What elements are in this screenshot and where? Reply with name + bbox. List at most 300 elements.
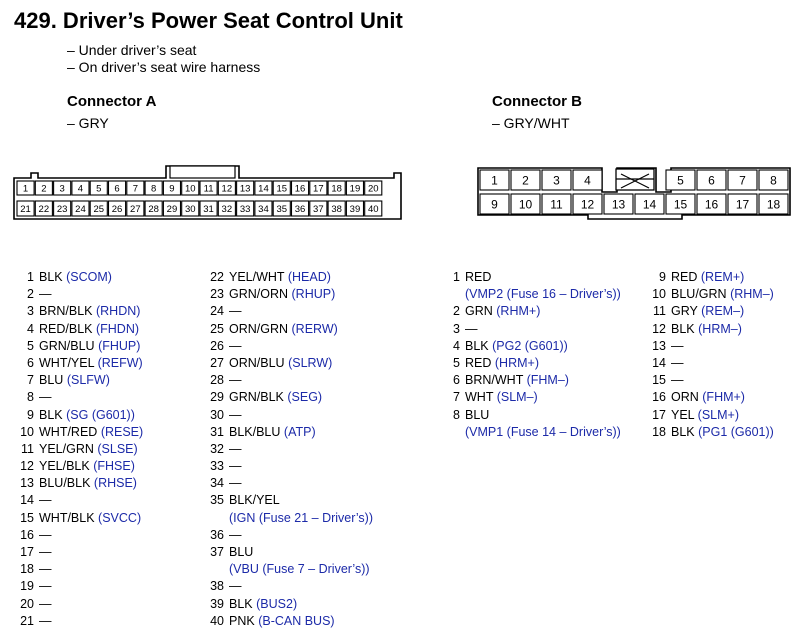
pin-row <box>198 596 373 613</box>
connector-a-cavity-26-label: 26 <box>111 203 123 215</box>
connector-b-cavity-17-label: 17 <box>735 197 750 212</box>
pin-wire-color: PNK <box>229 613 255 628</box>
pin-wire-color: BLK <box>465 338 489 353</box>
pin-number: 27 <box>210 355 224 370</box>
pin-row <box>8 441 143 458</box>
pin-signal: (B-CAN BUS) <box>258 613 335 628</box>
connector-a-cavity-4 <box>72 181 89 195</box>
pin-row <box>198 544 373 561</box>
connector-a-cavity-39 <box>346 201 363 216</box>
connector-b-cavity-13-label: 13 <box>611 197 626 212</box>
pin-number: 16 <box>652 390 666 405</box>
pin-wire-color: ORN <box>671 390 699 405</box>
connector-a-cavity-35-label: 35 <box>276 203 288 215</box>
connector-a-cavity-13-label: 13 <box>239 183 251 195</box>
pin-row <box>198 338 373 355</box>
pin-signal: (VMP2 (Fuse 16 – Driver’s)) <box>465 287 621 302</box>
connector-b-cavity-15 <box>666 194 695 214</box>
pin-signal: (SEG) <box>287 390 323 405</box>
pin-number: 17 <box>20 545 34 559</box>
pin-signal: (RHSE) <box>93 476 137 491</box>
pin-row <box>198 492 373 509</box>
connector-a-cavity-15-label: 15 <box>276 183 288 195</box>
pin-number: 18 <box>652 424 666 439</box>
connector-a-cavity-28-label: 28 <box>148 203 159 215</box>
connector-b-cavity-2 <box>511 170 540 190</box>
pin-row <box>648 372 774 389</box>
pin-row <box>8 561 143 578</box>
pin-row <box>648 303 774 320</box>
connector-a-cavity-1 <box>17 181 34 195</box>
connector-a-cavity-12 <box>218 181 235 195</box>
pin-signal: (SLM+) <box>697 407 739 422</box>
pin-row <box>8 303 143 320</box>
pin-number: 1 <box>27 270 34 284</box>
pin-row-continuation <box>440 424 621 441</box>
pin-number: 34 <box>210 476 224 491</box>
pin-row <box>198 424 373 441</box>
pin-signal: (IGN (Fuse 21 – Driver’s)) <box>229 510 374 525</box>
pin-signal: (FHM–) <box>526 373 569 388</box>
pin-signal: (HRM+) <box>494 355 539 370</box>
connector-a-cavity-38 <box>328 201 345 216</box>
pin-wire-color: — <box>229 441 242 456</box>
connector-a-cavity-24-label: 24 <box>75 203 86 215</box>
connector-a-cavity-31-label: 31 <box>203 203 214 215</box>
pin-wire-color: WHT <box>465 390 494 405</box>
connector-b-pinlist-2 <box>648 269 774 441</box>
connector-a-cavity-3-label: 3 <box>59 183 65 195</box>
connector-a-cavity-7-label: 7 <box>132 183 138 195</box>
connector-a-cavity-14 <box>255 181 272 195</box>
connector-a-cavity-1-label: 1 <box>22 183 29 195</box>
connector-a-cavity-36-label: 36 <box>294 203 306 215</box>
pin-number: 4 <box>453 338 460 353</box>
connector-a-cavity-33 <box>237 201 254 216</box>
pin-wire-color: GRN <box>465 304 493 319</box>
pin-wire-color: YEL/GRN <box>39 441 94 456</box>
pin-signal: (RHUP) <box>291 287 336 302</box>
pin-wire-color: BLU <box>39 373 64 388</box>
connector-a-cavity-4-label: 4 <box>77 183 84 195</box>
pin-wire-color: RED <box>465 270 492 284</box>
connector-b-cavity-9-label: 9 <box>491 197 498 212</box>
pin-row <box>440 321 621 338</box>
connector-a-cavity-23 <box>54 201 71 216</box>
pin-number: 9 <box>27 407 34 422</box>
connector-b-cavity-11-label: 11 <box>550 197 563 212</box>
connector-a-cavity-18 <box>328 181 345 195</box>
connector-a-cavity-16 <box>292 181 309 195</box>
pin-wire-color: ORN/GRN <box>229 321 289 336</box>
location-line-2: – On driver’s seat wire harness <box>67 59 261 75</box>
pin-wire-color: BLU <box>229 545 254 559</box>
pin-number: 31 <box>210 424 224 439</box>
connector-a-cavity-18-label: 18 <box>331 183 342 195</box>
pin-number: 32 <box>210 441 224 456</box>
pin-signal: (RERW) <box>291 321 338 336</box>
connector-a-cavity-35 <box>273 201 290 216</box>
pin-wire-color: BLK <box>671 424 695 439</box>
connector-b-cavity-4 <box>573 170 602 190</box>
pin-signal: (RESE) <box>100 424 144 439</box>
pin-wire-color: — <box>671 338 684 353</box>
connector-a-cavity-7 <box>127 181 144 195</box>
connector-a-cavity-11 <box>200 181 217 195</box>
pin-wire-color: — <box>39 596 52 611</box>
pin-number: 40 <box>210 613 224 628</box>
connector-b-cavity-18 <box>759 194 788 214</box>
connector-a-cavity-6-label: 6 <box>114 183 120 195</box>
connector-a-diagram <box>12 164 404 224</box>
pin-wire-color: — <box>229 579 242 594</box>
pin-row <box>8 596 143 613</box>
pin-row <box>440 389 621 406</box>
pin-row <box>8 510 143 527</box>
pin-row <box>198 475 373 492</box>
pin-number: 24 <box>210 304 224 319</box>
connector-a-cavity-20 <box>365 181 382 195</box>
connector-a-cavity-28 <box>145 201 162 216</box>
pin-row <box>198 441 373 458</box>
pin-number: 11 <box>653 304 666 319</box>
pin-number: 15 <box>652 373 666 388</box>
pin-row <box>8 424 143 441</box>
pin-wire-color: — <box>39 579 52 594</box>
pin-number: 20 <box>20 596 34 611</box>
pin-row <box>198 407 373 424</box>
pin-signal: (SLFW) <box>66 373 110 388</box>
pin-row <box>648 338 774 355</box>
connector-a-cavity-30-label: 30 <box>184 203 196 215</box>
connector-b-cavity-7-label: 7 <box>739 173 746 188</box>
pin-number: 5 <box>27 338 34 353</box>
pin-row <box>648 355 774 372</box>
pin-wire-color: BLU/GRN <box>671 287 727 302</box>
pin-signal: (RHM–) <box>730 287 774 302</box>
pin-number: 14 <box>652 355 666 370</box>
pin-wire-color: BLK <box>39 270 63 284</box>
connector-a-cavity-29 <box>163 201 180 216</box>
pin-number: 12 <box>652 321 666 336</box>
lock-tab <box>616 169 654 190</box>
pin-wire-color: — <box>229 338 242 353</box>
pin-number: 19 <box>20 579 34 594</box>
pin-wire-color: BLK/YEL <box>229 493 280 508</box>
connector-a-cavity-2-label: 2 <box>41 183 47 195</box>
pin-wire-color: — <box>229 459 242 474</box>
pin-row <box>198 372 373 389</box>
connector-a-cavity-32 <box>218 201 235 216</box>
pin-row <box>8 475 143 492</box>
pin-wire-color: GRN/BLK <box>229 390 284 405</box>
pin-row <box>8 578 143 595</box>
pin-wire-color: — <box>229 304 242 319</box>
connector-a-cavity-3 <box>54 181 71 195</box>
pin-wire-color: — <box>39 613 52 628</box>
pin-signal: (FHSE) <box>93 459 135 474</box>
connector-a-cavity-40-label: 40 <box>367 203 379 215</box>
pin-wire-color: — <box>229 527 242 542</box>
connector-a-cavity-15 <box>273 181 290 195</box>
connector-b-diagram <box>476 164 794 224</box>
pin-row-continuation <box>440 286 621 303</box>
connector-b-cavity-17 <box>728 194 757 214</box>
pin-row <box>198 578 373 595</box>
pin-row <box>648 321 774 338</box>
connector-b-cavity-2-label: 2 <box>522 173 529 188</box>
pin-row <box>8 527 143 544</box>
connector-a-cavity-36 <box>292 201 309 216</box>
pin-row <box>440 269 621 286</box>
connector-b-cavity-8-label: 8 <box>770 173 777 188</box>
connector-a-cavity-31 <box>200 201 217 216</box>
connector-b-cavity-1-label: 1 <box>491 173 498 188</box>
pin-number: 12 <box>20 459 34 474</box>
connector-a-cavity-19 <box>346 181 363 195</box>
pin-number: 29 <box>210 390 224 405</box>
connector-a-cavity-23-label: 23 <box>56 203 68 215</box>
pin-number: 22 <box>210 270 224 284</box>
pin-signal: (FHDN) <box>95 321 140 336</box>
pin-number: 33 <box>210 459 224 474</box>
pin-number: 17 <box>652 407 666 422</box>
pin-signal: (SLM–) <box>496 390 538 405</box>
pin-number: 28 <box>210 373 224 388</box>
pin-signal: (REM–) <box>701 304 745 319</box>
pin-row <box>8 286 143 303</box>
pin-signal: (PG2 (G601)) <box>492 338 568 353</box>
pin-number: 6 <box>27 355 34 370</box>
pin-wire-color: ORN/BLU <box>229 355 285 370</box>
connector-b-cavity-13 <box>604 194 633 214</box>
pin-row <box>198 458 373 475</box>
pin-signal: (FHM+) <box>702 390 745 405</box>
pin-row <box>648 424 774 441</box>
connector-b-cavity-18-label: 18 <box>766 197 781 212</box>
connector-b-cavity-10 <box>511 194 540 214</box>
pin-row <box>440 372 621 389</box>
connector-a-cavity-40 <box>365 201 382 216</box>
connector-a-cavity-24 <box>72 201 89 216</box>
connector-a-cavity-19-label: 19 <box>349 183 361 195</box>
pin-wire-color: — <box>39 545 52 559</box>
connector-a-cavity-6 <box>109 181 126 195</box>
pin-number: 10 <box>20 424 34 439</box>
pin-row <box>648 269 774 286</box>
pin-wire-color: GRY <box>671 304 698 319</box>
pin-number: 1 <box>453 270 460 284</box>
pin-wire-color: RED <box>465 355 492 370</box>
pin-signal: (VMP1 (Fuse 14 – Driver’s)) <box>465 424 621 439</box>
pin-row <box>198 527 373 544</box>
pin-wire-color: BLK <box>671 321 695 336</box>
connector-a-pinlist-1 <box>8 269 143 630</box>
pin-row <box>198 269 373 286</box>
connector-a-cavity-33-label: 33 <box>239 203 251 215</box>
pin-number: 26 <box>210 338 224 353</box>
pin-number: 23 <box>210 287 224 302</box>
connector-b-cavity-5 <box>666 170 695 190</box>
pin-signal: (RHM+) <box>496 304 541 319</box>
pin-row-continuation <box>198 561 373 578</box>
connector-b-cavity-5-label: 5 <box>677 173 684 188</box>
pin-row <box>198 321 373 338</box>
pin-number: 13 <box>652 338 666 353</box>
pin-row <box>8 389 143 406</box>
pin-number: 8 <box>27 390 34 405</box>
pin-signal: (VBU (Fuse 7 – Driver’s)) <box>229 562 370 577</box>
connector-a-title: Connector A <box>67 93 157 110</box>
connector-b-cavity-3-label: 3 <box>553 173 560 188</box>
pin-row <box>440 407 621 424</box>
pin-row <box>198 303 373 320</box>
pin-number: 18 <box>20 562 34 577</box>
pin-number: 13 <box>20 476 34 491</box>
connector-b-cavity-16-label: 16 <box>704 197 719 212</box>
pin-signal: (RHDN) <box>95 304 141 319</box>
pin-signal: (PG1 (G601)) <box>698 424 774 439</box>
pin-number: 15 <box>20 510 34 525</box>
pin-wire-color: YEL <box>671 407 695 422</box>
connector-a-cavity-9-label: 9 <box>169 183 175 195</box>
pin-wire-color: GRN/BLU <box>39 338 95 353</box>
connector-b-cavity-14-label: 14 <box>642 197 657 212</box>
pin-wire-color: — <box>39 527 52 542</box>
pin-number: 7 <box>27 373 34 388</box>
pin-row <box>648 407 774 424</box>
pin-wire-color: WHT/RED <box>39 424 98 439</box>
connector-a-cavity-2 <box>35 181 52 195</box>
pin-row <box>440 338 621 355</box>
pin-number: 3 <box>453 321 460 336</box>
pin-number: 4 <box>27 321 34 336</box>
pin-wire-color: WHT/BLK <box>39 510 95 525</box>
pin-wire-color: WHT/YEL <box>39 355 95 370</box>
connector-b-cavity-12-label: 12 <box>580 197 595 212</box>
connector-b-cavity-11 <box>542 194 571 214</box>
pin-wire-color: — <box>229 373 242 388</box>
connector-a-cavity-39-label: 39 <box>349 203 361 215</box>
connector-b-cavity-14 <box>635 194 664 214</box>
connector-a-cavity-26 <box>109 201 126 216</box>
connector-a-pinlist-2 <box>198 269 373 630</box>
connector-a-cavity-10 <box>182 181 199 195</box>
connector-a-cavity-30 <box>182 201 199 216</box>
connector-a-cavity-27-label: 27 <box>130 203 141 215</box>
connector-b-cavity-12 <box>573 194 602 214</box>
connector-b-cavity-7 <box>728 170 757 190</box>
connector-b-color: – GRY/WHT <box>492 115 570 131</box>
connector-a-cavity-21 <box>17 201 34 216</box>
pin-number: 30 <box>210 407 224 422</box>
pin-wire-color: BLU/BLK <box>39 476 91 491</box>
pin-number: 10 <box>652 287 666 302</box>
pin-signal: (SLSE) <box>97 441 138 456</box>
connector-a-cavity-8 <box>145 181 162 195</box>
pin-wire-color: — <box>465 321 478 336</box>
connector-a-cavity-21-label: 21 <box>20 203 31 215</box>
pin-number: 6 <box>453 373 460 388</box>
pin-number: 8 <box>453 407 460 422</box>
pin-row <box>198 355 373 372</box>
pin-wire-color: BRN/BLK <box>39 304 93 319</box>
connector-a-cavity-13 <box>237 181 254 195</box>
pin-wire-color: — <box>671 355 684 370</box>
connector-b-cavity-6 <box>697 170 726 190</box>
connector-b-cavity-15-label: 15 <box>673 197 688 212</box>
pin-number: 2 <box>27 287 34 302</box>
pin-wire-color: BLK/BLU <box>229 424 281 439</box>
pin-signal: (REM+) <box>700 270 745 284</box>
connector-a-cavity-9 <box>163 181 180 195</box>
pin-row <box>8 544 143 561</box>
pin-wire-color: — <box>39 562 52 577</box>
pin-wire-color: BRN/WHT <box>465 373 524 388</box>
pin-wire-color: RED/BLK <box>39 321 93 336</box>
pin-row <box>440 355 621 372</box>
connector-b-cavity-3 <box>542 170 571 190</box>
connector-b-cavity-4-label: 4 <box>584 173 591 188</box>
pin-signal: (HEAD) <box>287 270 331 284</box>
connector-a-cavity-34-label: 34 <box>258 203 269 215</box>
pin-row <box>198 389 373 406</box>
connector-a-color: – GRY <box>67 115 109 131</box>
connector-a-cavity-17-label: 17 <box>313 183 324 195</box>
connector-a-cavity-37-label: 37 <box>313 203 324 215</box>
pin-wire-color: — <box>229 476 242 491</box>
pin-row <box>648 389 774 406</box>
pin-number: 37 <box>210 545 224 559</box>
pin-wire-color: GRN/ORN <box>229 287 289 302</box>
connector-b-cavity-9 <box>480 194 509 214</box>
connector-b-cavity-16 <box>697 194 726 214</box>
pin-signal: (HRM–) <box>698 321 742 336</box>
connector-a-cavity-8-label: 8 <box>151 183 157 195</box>
pin-row <box>8 321 143 338</box>
connector-b-cavity-6-label: 6 <box>708 173 715 188</box>
pin-wire-color: — <box>39 287 52 302</box>
pin-number: 5 <box>453 355 460 370</box>
pin-signal: (ATP) <box>283 424 316 439</box>
pin-wire-color: BLK <box>229 596 253 611</box>
pin-signal: (BUS2) <box>256 596 298 611</box>
connector-a-cavity-25-label: 25 <box>93 203 105 215</box>
connector-a-cavity-12-label: 12 <box>221 183 233 195</box>
connector-b-cavity-1 <box>480 170 509 190</box>
connector-a-cavity-17 <box>310 181 327 195</box>
connector-a-cavity-16-label: 16 <box>294 183 306 195</box>
connector-b-cavity-10-label: 10 <box>518 197 533 212</box>
pin-number: 25 <box>210 321 224 336</box>
pin-wire-color: BLK <box>39 407 63 422</box>
pin-signal: (SG (G601)) <box>66 407 135 422</box>
connector-a-cavity-27 <box>127 201 144 216</box>
connector-b-pinlist-1 <box>440 269 621 441</box>
pin-number: 21 <box>20 613 34 628</box>
pin-number: 2 <box>453 304 460 319</box>
pin-number: 14 <box>20 493 34 508</box>
connector-a-cavity-38-label: 38 <box>331 203 342 215</box>
connector-a-cavity-5-label: 5 <box>96 183 102 195</box>
pin-row <box>8 355 143 372</box>
connector-a-cavity-25 <box>90 201 107 216</box>
connector-b-cavity-8 <box>759 170 788 190</box>
pin-wire-color: RED <box>671 270 698 284</box>
pin-signal: (SVCC) <box>98 510 142 525</box>
page-title: 429. Driver’s Power Seat Control Unit <box>14 8 403 33</box>
connector-a-cavity-14-label: 14 <box>258 183 269 195</box>
